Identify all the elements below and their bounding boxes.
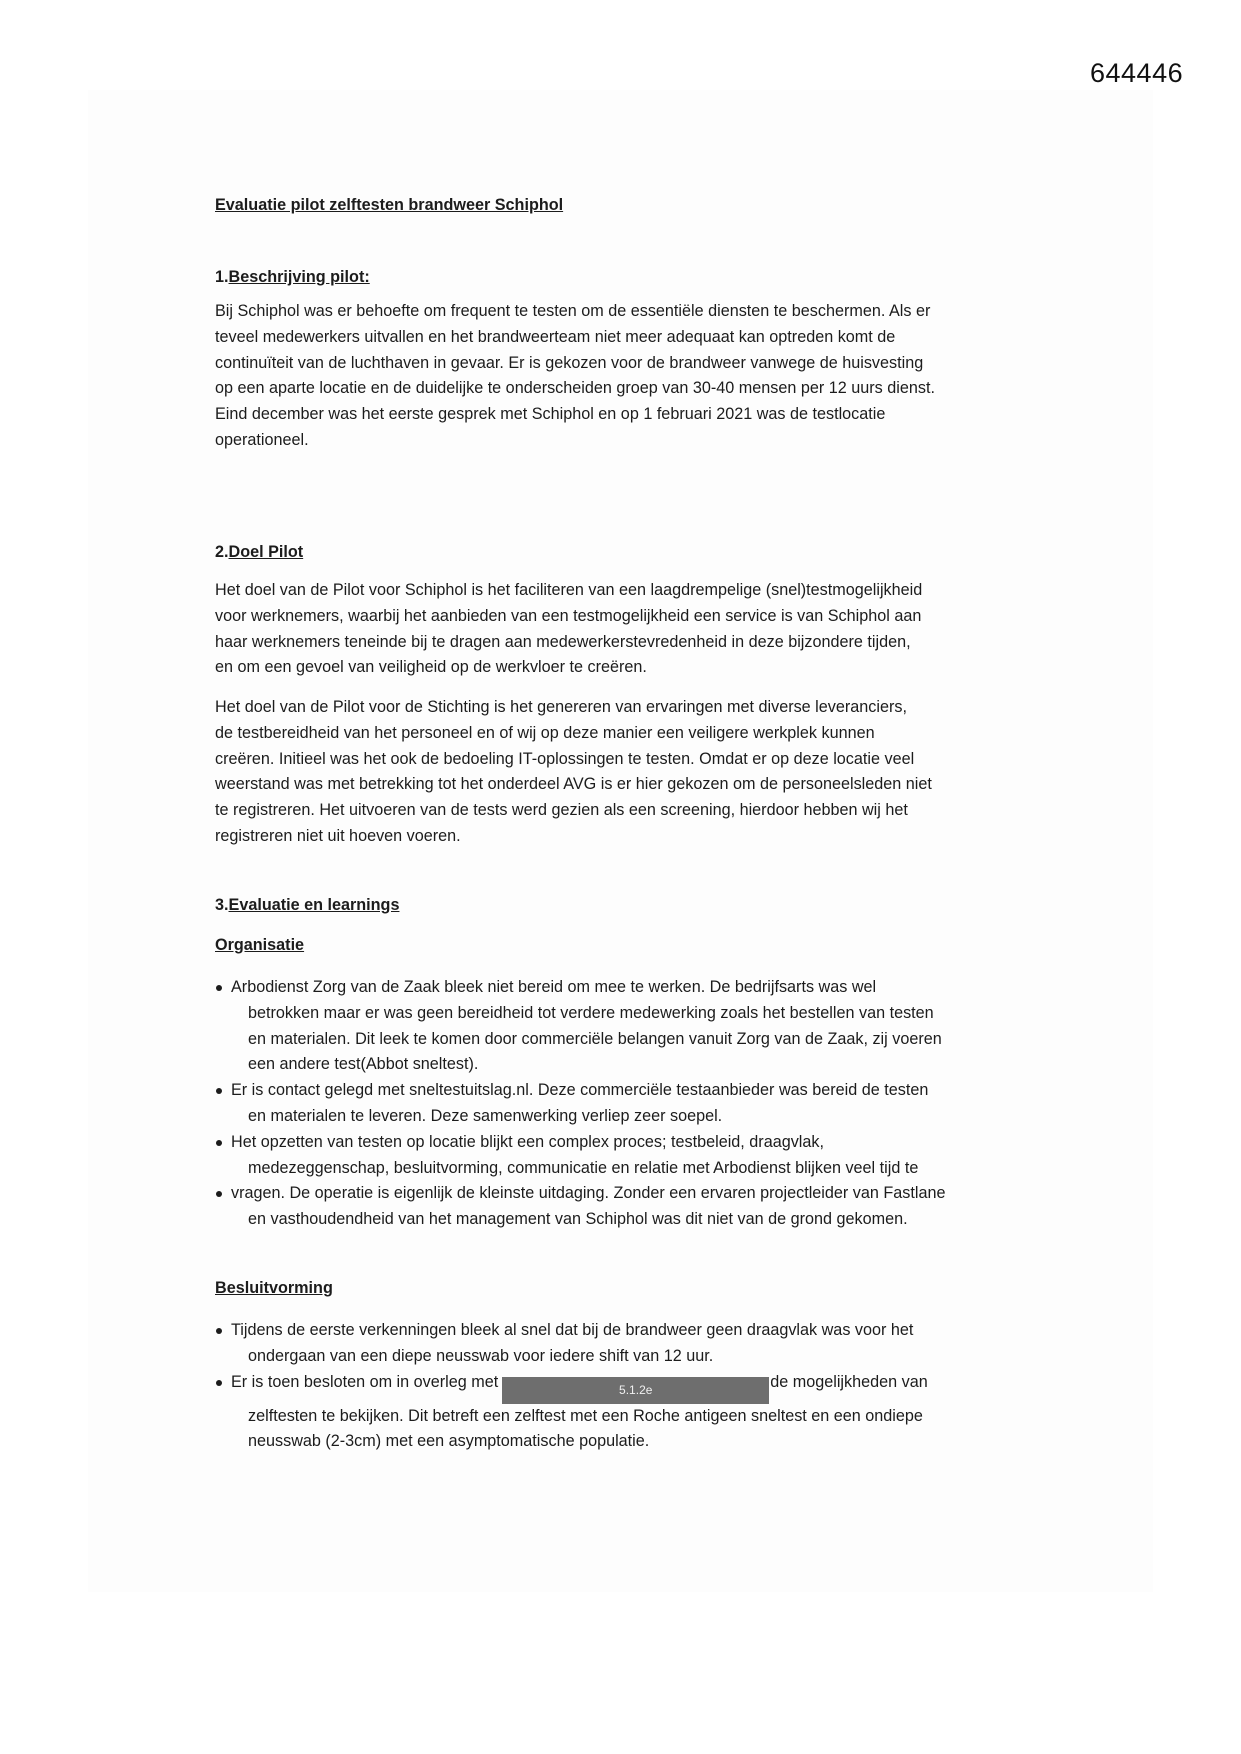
text-line: teveel medewerkers uitvallen en het brandweerteam niet meer adequaat kan optreden komt de (215, 327, 896, 346)
subsection-organisatie-heading: Organisatie (215, 936, 305, 954)
besluitvorming-bullet-list (215, 1318, 1035, 1455)
section-number: 1. (215, 268, 229, 286)
text-line: registreren niet uit hoeven voeren. (215, 826, 461, 845)
text-line: te registreren. Het uitvoeren van de tests werd gezien als een screening, hierdoor hebben wij het (215, 801, 908, 820)
document-id: 644446 (1090, 58, 1184, 88)
text-line: neusswab (2-3cm) met een asymptomatische populatie. (248, 1432, 650, 1451)
text-line (231, 1370, 1035, 1404)
text-line: en vasthoudendheid van het management van Schiphol was dit niet van de grond gekomen. (248, 1210, 908, 1229)
text-line: Arbodienst Zorg van de Zaak bleek niet bereid om mee te werken. De bedrijfsarts was wel (231, 978, 877, 996)
section-2-paragraph-2 (215, 695, 1035, 850)
text-line: betrokken maar er was geen bereidheid tot verdere medewerking zoals het bestellen van testen (248, 1003, 934, 1022)
organisatie-bullet-list (215, 975, 1035, 1233)
text-line: en materialen te leveren. Deze samenwerking verliep zeer soepel. (248, 1106, 723, 1125)
section-2-paragraph-1 (215, 578, 1035, 681)
bullet-icon (216, 985, 222, 991)
bullet-icon (216, 1380, 222, 1386)
text-line: Er is contact gelegd met sneltestuitslag.nl. Deze commerciële testaanbieder was bereid de testen (231, 1081, 929, 1100)
section-number: 2. (215, 543, 229, 561)
text-line: Het doel van de Pilot voor Schiphol is het faciliteren van een laagdrempelige (snel)testmogelijkheid (215, 581, 923, 599)
section-3-heading (215, 893, 1035, 919)
text-line: operationeel. (215, 430, 309, 449)
list-item (215, 1130, 1035, 1182)
text-line: weerstand was met betrekking tot het onderdeel AVG is er hier gekozen om de personeelsleden niet (215, 775, 932, 794)
redaction-box: 5.1.2e (502, 1377, 769, 1404)
text-line: en om een gevoel van veiligheid op de werkvloer te creëren. (215, 658, 647, 677)
text-line: voor werknemers, waarbij het aanbieden van een testmogelijkheid een service is van Schiphol aan (215, 606, 922, 625)
text-line: een andere test(Abbot sneltest). (248, 1055, 479, 1074)
text-line: vragen. De operatie is eigenlijk de kleinste uitdaging. Zonder een ervaren projectleider van Fastlane (231, 1184, 946, 1203)
text-line: creëren. Initieel was het ook de bedoeling IT-oplossingen te testen. Omdat er op deze locatie veel (215, 749, 915, 768)
section-number: 3. (215, 896, 229, 914)
section-title: Doel Pilot (228, 543, 304, 561)
section-2-heading (215, 540, 1035, 566)
text-line: haar werknemers teneinde bij te dragen aan medewerkerstevredenheid in deze bijzondere tijden, (215, 632, 911, 651)
bullet-icon (216, 1328, 222, 1334)
document-title: Evaluatie pilot zelftesten brandweer Schiphol (215, 196, 564, 214)
list-item (215, 1318, 1035, 1370)
section-title: Beschrijving pilot: (228, 268, 370, 286)
list-item-redacted (215, 1370, 1035, 1456)
text-line: zelftesten te bekijken. Dit betreft een zelftest met een Roche antigeen sneltest en een ondiepe (248, 1406, 923, 1425)
text-line: continuïteit van de luchthaven in gevaar. Er is gekozen voor de brandweer vanwege de huisvesting (215, 353, 924, 372)
text-line: Bij Schiphol was er behoefte om frequent te testen om de essentiële diensten te beschermen. Als er (215, 302, 931, 320)
bullet-icon (216, 1140, 222, 1146)
list-item (215, 1078, 1035, 1130)
list-item (215, 975, 1035, 1078)
text-line: en materialen. Dit leek te komen door commerciële belangen vanuit Zorg van de Zaak, zij voeren (248, 1029, 942, 1048)
section-1-heading (215, 265, 1035, 291)
bullet-icon (216, 1088, 222, 1094)
subsection-besluitvorming-heading: Besluitvorming (215, 1279, 333, 1297)
text-line: Tijdens de eerste verkenningen bleek al snel dat bij de brandweer geen draagvlak was voor het (231, 1321, 914, 1339)
text-line: Eind december was het eerste gesprek met Schiphol en op 1 februari 2021 was de testlocatie (215, 405, 886, 424)
list-item (215, 1181, 1035, 1233)
text-before-redaction: Er is toen besloten om in overleg met (231, 1372, 499, 1391)
section-1-paragraph (215, 299, 1035, 454)
text-after-redaction: de mogelijkheden van (770, 1372, 928, 1391)
section-title: Evaluatie en learnings (228, 896, 400, 914)
text-line: de testbereidheid van het personeel en of wij op deze manier een veiligere werkplek kunnen (215, 723, 875, 742)
bullet-icon (216, 1191, 222, 1197)
text-line: medezeggenschap, besluitvorming, communicatie en relatie met Arbodienst blijken veel tijd te (248, 1158, 919, 1177)
text-line: Het opzetten van testen op locatie blijkt een complex proces; testbeleid, draagvlak, (231, 1132, 824, 1151)
text-line: ondergaan van een diepe neusswab voor iedere shift van 12 uur. (248, 1346, 714, 1365)
text-line: op een aparte locatie en de duidelijke te onderscheiden groep van 30-40 mensen per 12 uurs dienst. (215, 379, 935, 398)
text-line: Het doel van de Pilot voor de Stichting is het genereren van ervaringen met diverse leveranciers, (215, 698, 907, 716)
